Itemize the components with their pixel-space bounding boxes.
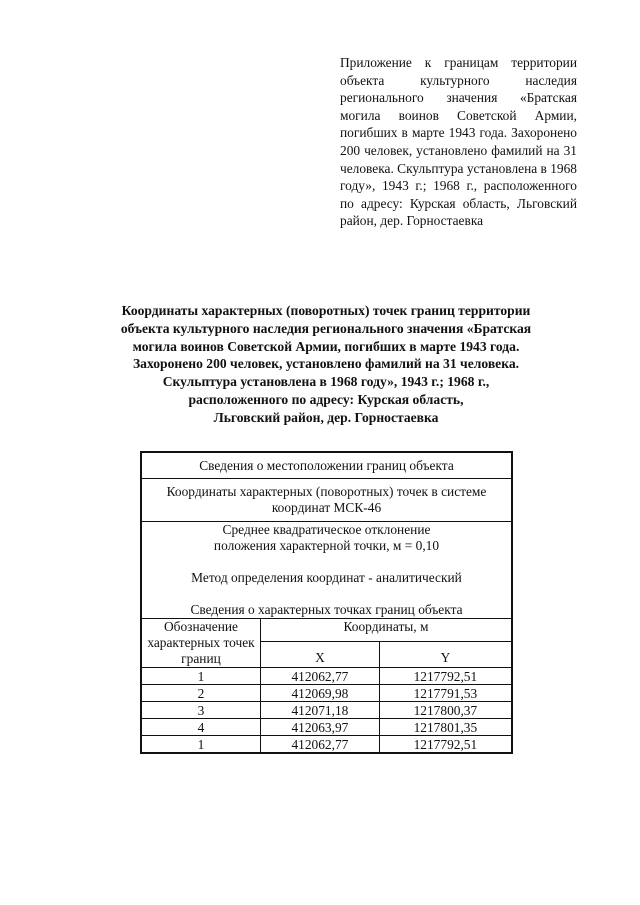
x-column-header: X [261,642,380,668]
y-value: 1217791,53 [379,685,512,702]
title-line: объекта культурного наследия регионального значения «Братская [120,320,532,336]
title-line: расположенного по адресу: Курская область, [188,391,464,407]
accuracy-line: Среднее квадратическое отклонение [222,522,431,537]
section-header: Сведения о местоположении границ объекта [141,452,512,479]
x-value: 412062,77 [261,736,380,754]
y-value: 1217801,35 [379,719,512,736]
table-row [141,668,512,685]
point-number: 3 [141,702,261,719]
appendix-note: Приложение к границам территории объекта культурного наследия регионального значения «Братская могила воинов Советской Армии, погибших в марте 1943 года. Захоронено 200 человек, установлено фамилий на 31 человека. Скульптура установлена в 1968 году», 1943 г.; 1968 г., расположенного по адресу: Курская область, Льговский район, дер. Горностаевка [340,55,577,229]
table-row [141,685,512,702]
points-header: Сведения о характерных точках границ объекта [190,602,463,617]
title-line: Захоронено 200 человек, установлено фамилий на 31 человека. [132,356,520,372]
title-line: Льговский район, дер. Горностаевка [213,409,439,425]
coordinates-header: Координаты, м [261,619,513,642]
y-value: 1217792,51 [379,668,512,685]
table-row [141,736,512,754]
table-row [141,719,512,736]
point-number: 1 [141,736,261,754]
point-number: 4 [141,719,261,736]
y-column-header: Y [379,642,512,668]
x-value: 412062,77 [261,668,380,685]
x-value: 412063,97 [261,719,380,736]
title-line: Координаты характерных (поворотных) точек границ территории [121,303,531,318]
x-value: 412071,18 [261,702,380,719]
title-line: могила воинов Советской Армии, погибших в марте 1943 года. [132,338,520,354]
y-value: 1217800,37 [379,702,512,719]
y-value: 1217792,51 [379,736,512,754]
title-line: Скульптура установлена в 1968 году», 1943 г.; 1968 г., [162,374,490,390]
x-value: 412069,98 [261,685,380,702]
accuracy-line: положения характерной точки, м = 0,10 [213,538,440,553]
coordinates-table [140,451,513,754]
table-row [141,702,512,719]
accuracy-method-block [141,522,512,619]
point-number: 2 [141,685,261,702]
document-title [96,302,556,427]
coordinate-system: Координаты характерных (поворотных) точек в системе координат МСК-46 [141,479,512,522]
point-number: 1 [141,668,261,685]
method-line: Метод определения координат - аналитический [191,570,462,585]
point-label-header: Обозначение характерных точек границ [141,619,261,668]
